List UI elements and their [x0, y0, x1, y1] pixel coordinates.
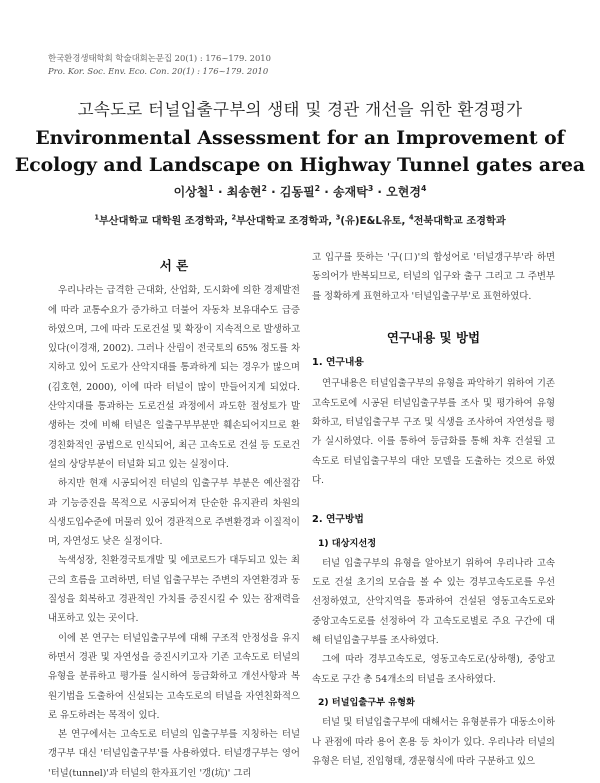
intro-paragraph: 하지만 현재 시공되어진 터널의 입출구부 부분은 예산절감과 기능증진을 목적으로 시공되어져 단순한 유지관리 차원의 식생도입수준에 머물러 있어 경관적으로 주변환경과 이질적이며, 자연성도 낮은 실정이다. — [48, 478, 300, 548]
subsubsection-title: 1) 대상지선정 — [318, 537, 377, 549]
title-english: Environmental Assessment for an Improvement of Ecology and Landscape on Highway Tunnel gates area — [14, 127, 586, 176]
subsection-title: 2. 연구방법 — [312, 514, 364, 526]
intro-paragraph: 녹색성장, 친환경국토개발 및 에코로드가 대두되고 있는 최근의 흐름을 고려하면, 터널 입출구부는 주변의 자연환경과 동질성을 회복하고 경관적인 가치를 증진시킬 수 있는 잠재력을 내포하고 있는 곳이다. — [48, 555, 300, 625]
subsubsection-title: 2) 터널입출구부 유형화 — [318, 696, 415, 708]
author: 오현경$^4$ — [386, 184, 427, 199]
intro-paragraph: 우리나라는 급격한 근대화, 산업화, 도시화에 의한 경제발전에 따라 교통수요가 증가하고 더불어 자동차 보유대수도 급증하였으며, 그에 따라 도로건설 및 확장이 지속적으로 발생하고 있다(이경재, 2002). 그러나 산림이 전국토의 65% 정도를 차지하고 있어 도로가 산악지대를 통과하게 되는 경우가 많으며(김호현, 2000), 이에 따라 터널이 많이 만들어지게 되었다. 산악지대를 통과하는 도로건설 과정에서 과도한 절성토가 발생하는 것에 비해 터널은 일출구부부분만 훼손되어지므로 환경친화적인 공법으로 인식되어, 최근 고속도로 건설 등 도로건설의 상당부분이 터널화 되고 있는 실정이다. — [48, 285, 300, 470]
body-paragraph: 연구내용은 터널입출구부의 유형을 파악하기 위하여 기존 고속도로에 시공된 터널입출구부를 조사 및 평가하여 유형화하고, 터널입출구부 구조 및 식생을 조사하여 자연성을 평가 실시하였다. 이를 통하여 등급화를 통해 차후 건설될 고속도로 터널입출구부의 대안 모델을 도출하는 것으로 하였다. — [312, 378, 555, 486]
subsection-title: 1. 연구내용 — [312, 357, 364, 369]
body-paragraph: 그에 따라 경부고속도로, 영동고속도로(상하행), 중앙고속도로 구간 총 54개소의 터널을 조사하였다. — [312, 654, 555, 685]
left-column — [48, 248, 300, 783]
author: 최송현$^2$ — [226, 184, 267, 199]
right-column — [312, 248, 555, 771]
title-korean: 고속도로 터널입출구부의 생태 및 경관 개선을 위한 환경평가 — [77, 100, 523, 119]
intro-paragraph: 본 연구에서는 고속도로 터널의 입출구부를 지칭하는 터널갱구부 대신 '터널입출구부'를 사용하였다. 터널갱구부는 영어 '터널(tunnel)'과 터널의 한자표기인 '갱(坑)' 그리 — [48, 729, 300, 779]
affiliation: $^3$(유)E&L유토, — [335, 213, 409, 227]
affiliation: $^4$전북대학교 조경학과 — [408, 213, 506, 227]
author-separator: · — [373, 185, 387, 199]
journal-header — [48, 52, 271, 78]
affiliation-list — [0, 212, 600, 227]
body-paragraph: 터널 입출구부의 유형을 알아보기 위하여 우리나라 고속도로 건설 초기의 모습을 볼 수 있는 경부고속도로를 우선 선정하였고, 산악지역을 통과하여 건설된 영동고속도로와 중앙고속도로를 선정하여 각 고속도로별로 주요 구간에 대해 터널입출구부를 조사하였다. — [312, 557, 555, 647]
intro-paragraph: 이에 본 연구는 터널입출구부에 대해 구조적 안정성을 유지하면서 경관 및 자연성을 증진시키고자 기존 고속도로 터널의 유형을 분류하고 평가를 실시하여 등급화하고 개선사항과 복원기법을 도출하여 신설되는 고속도로의 터널을 자연친화적으로 유도하려는 목적이 있다. — [48, 632, 300, 721]
affiliation: $^2$부산대학교 조경학과, — [231, 213, 336, 227]
journal-header-ko: 한국환경생태학회 학술대회논문집 20(1) : 176~179. 2010 — [48, 53, 271, 63]
author-list — [0, 183, 600, 200]
journal-header-en: Pro. Kor. Soc. Env. Eco. Con. 20(1) : 176~179. 2010 — [48, 66, 269, 76]
intro-continuation: 고 입구를 뜻하는 '구(口)'의 합성어로 '터널갱구부'라 하면 동의어가 반복되므로, 터널의 입구와 출구 그리고 그 주변부를 정확하게 표현하고자 '터널입출구부'로 표현하였다. — [312, 252, 555, 302]
author: 이상철$^1$ — [173, 184, 214, 199]
author-separator: · — [266, 185, 280, 199]
author-separator: · — [320, 185, 334, 199]
section-title-methods: 연구내용 및 방법 — [386, 329, 481, 345]
body-paragraph: 터널 및 터널입출구부에 대해서는 유형분류가 대동소이하나 관점에 따라 용어 혼용 등 차이가 있다. 우리나라 터널의 유형은 터널, 진입형태, 갱문형식에 따라 구분하고 있으 — [312, 717, 555, 767]
author-separator: · — [213, 185, 227, 199]
author: 김동필$^2$ — [279, 184, 321, 199]
author: 송재탁$^3$ — [333, 184, 374, 199]
affiliation: $^1$부산대학교 대학원 조경학과, — [94, 213, 232, 227]
section-title-intro: 서 론 — [159, 258, 189, 273]
